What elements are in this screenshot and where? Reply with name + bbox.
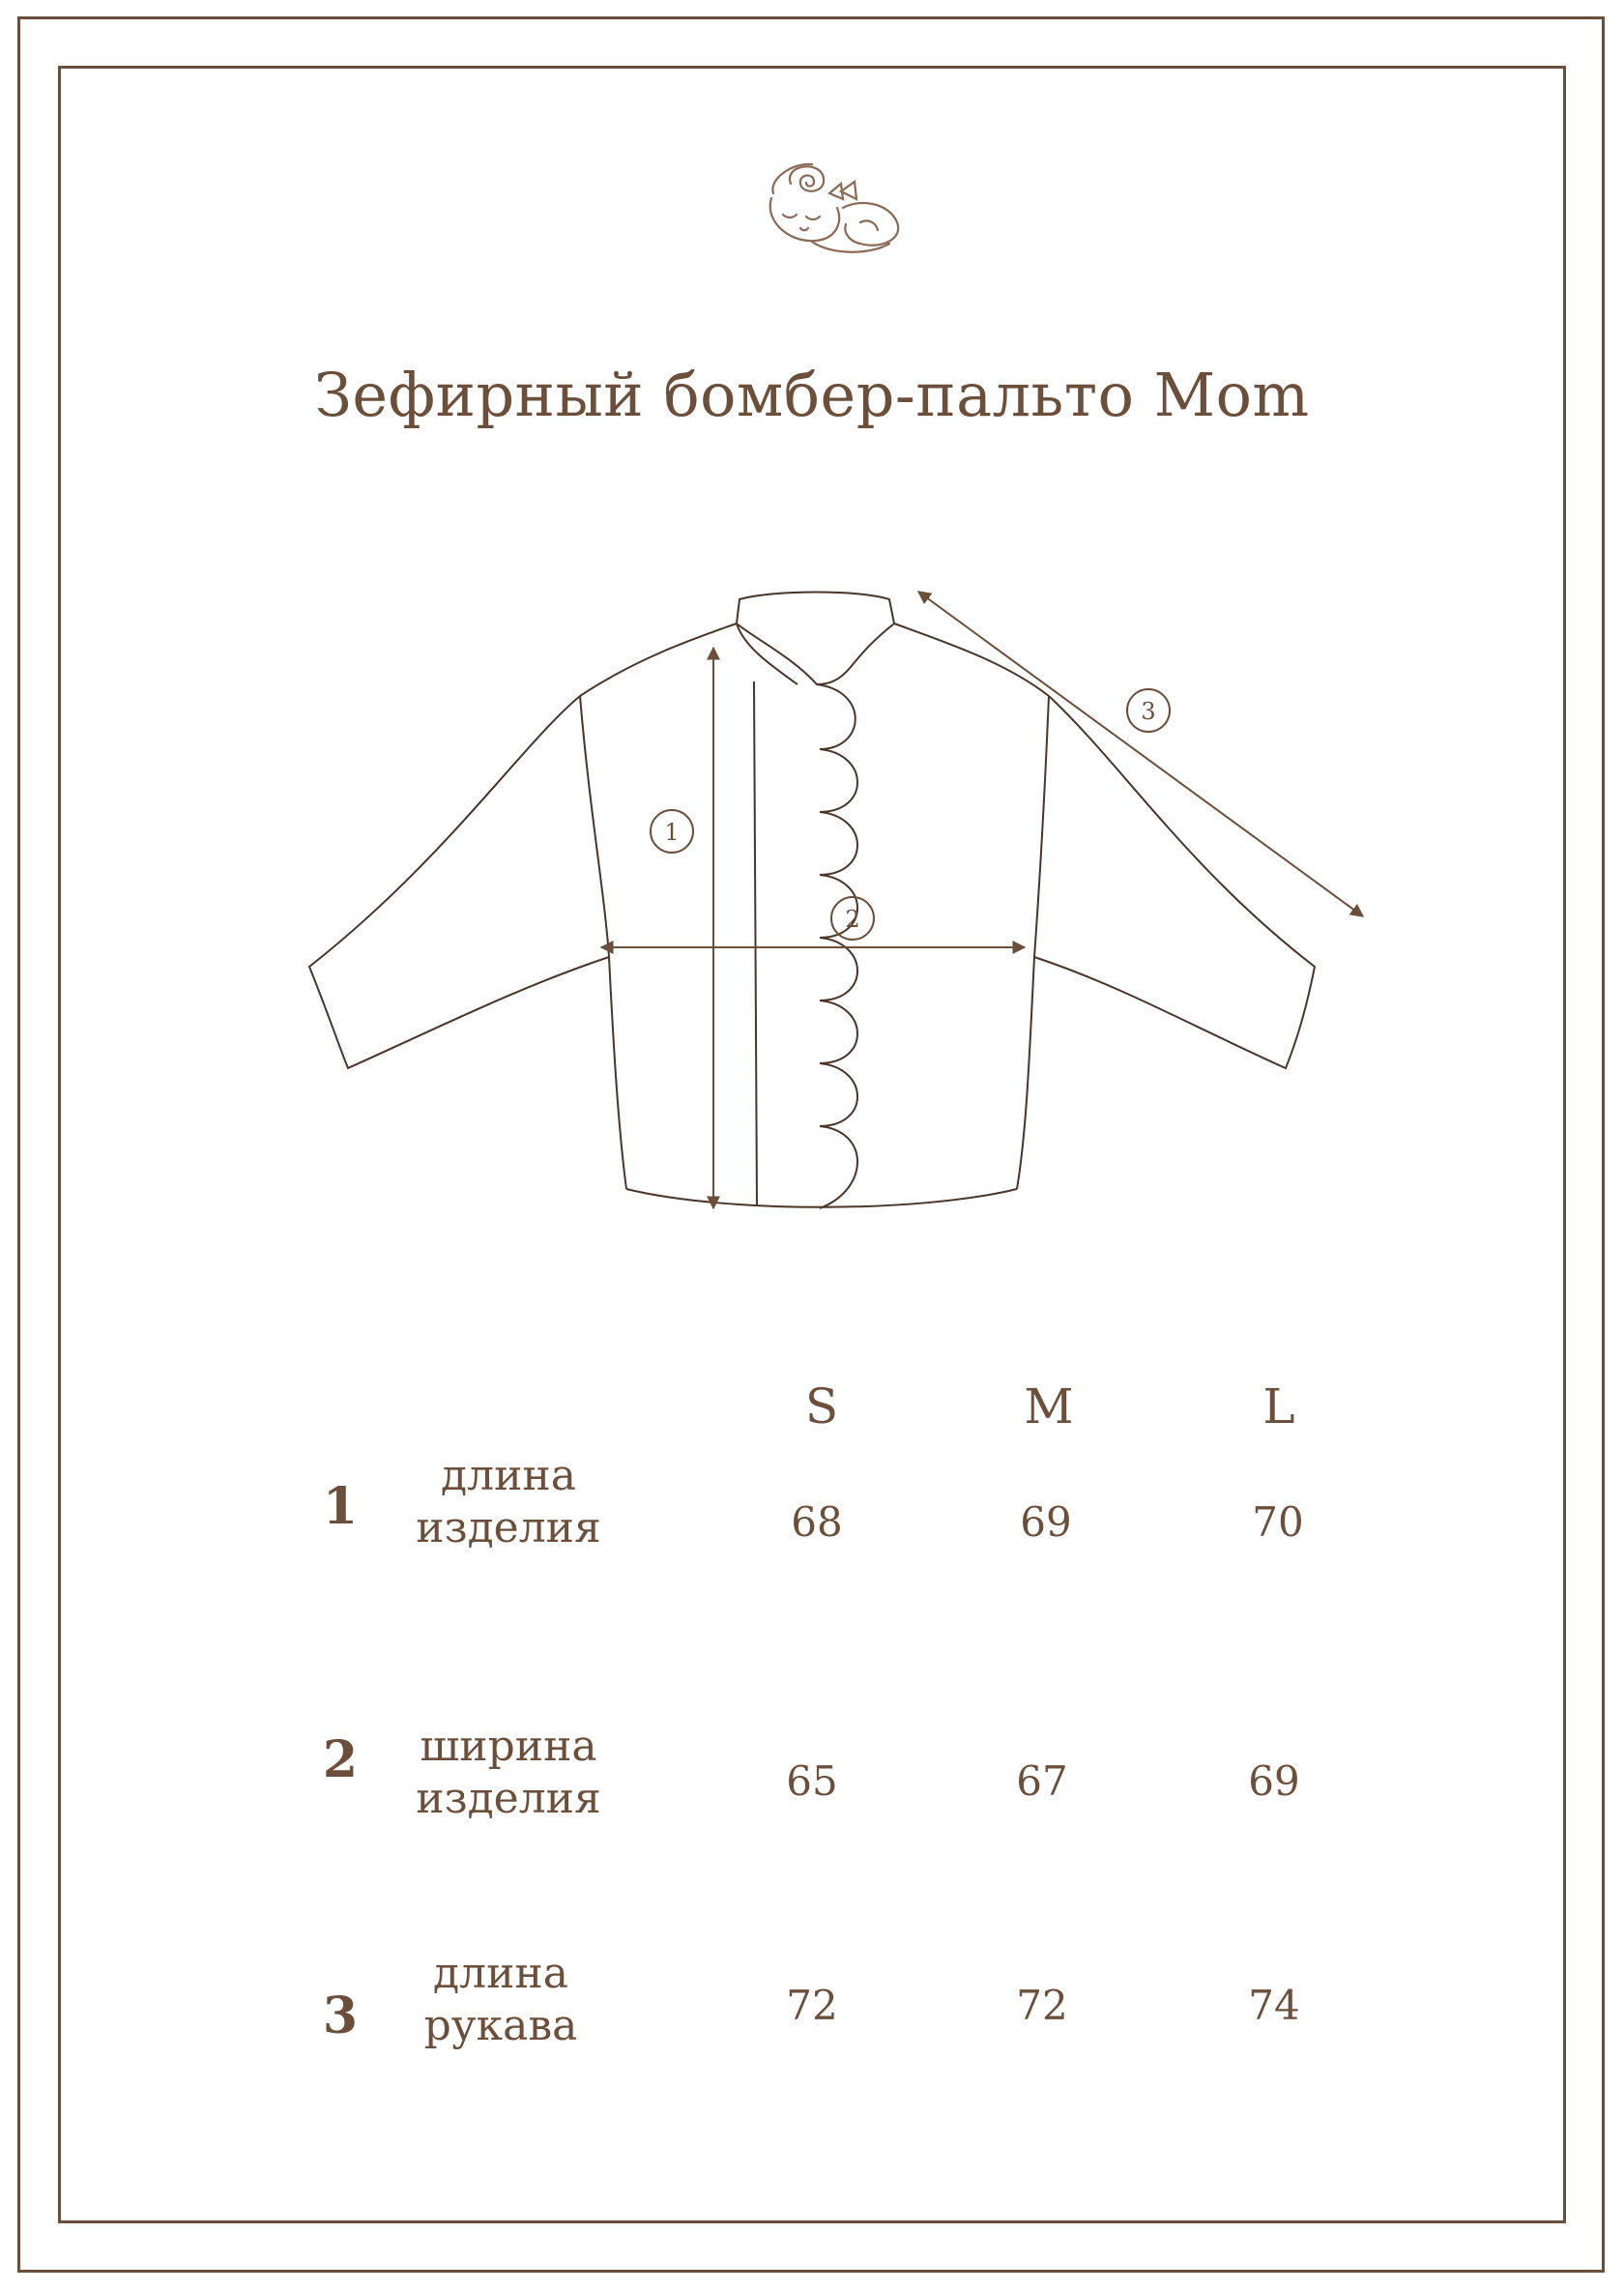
sleeve-arrow: [918, 592, 1363, 916]
value-cell: 67: [1016, 1757, 1068, 1805]
marker-3: 3: [1141, 698, 1156, 725]
garment-diagram: [290, 570, 1402, 1247]
marker-2: 2: [845, 906, 860, 933]
value-cell: 72: [1016, 1982, 1068, 2029]
size-header-m: M: [1024, 1378, 1074, 1435]
value-cell: 74: [1248, 1982, 1300, 2029]
left-sleeve: [309, 696, 609, 1068]
sleeping-baby-logo: [754, 155, 909, 261]
value-cell: 65: [786, 1757, 838, 1805]
value-cell: 72: [786, 1982, 838, 2029]
row-label: длина изделия: [416, 1451, 601, 1552]
row-label: длина рукава: [423, 1949, 578, 2050]
value-cell: 68: [791, 1498, 843, 1546]
row-label: ширина изделия: [416, 1722, 601, 1823]
value-cell: 69: [1020, 1498, 1072, 1546]
right-sleeve: [1034, 696, 1315, 1068]
row-number: 2: [322, 1730, 359, 1789]
value-cell: 69: [1248, 1757, 1300, 1805]
collar: [737, 593, 894, 685]
page-title: Зефирный бомбер-пальто Mom: [314, 360, 1310, 430]
value-cell: 70: [1252, 1498, 1304, 1546]
row-number: 1: [322, 1477, 359, 1536]
size-header-l: L: [1262, 1378, 1295, 1435]
row-number: 3: [322, 1986, 359, 2045]
marker-1: 1: [664, 819, 680, 846]
size-header-s: S: [804, 1378, 839, 1435]
